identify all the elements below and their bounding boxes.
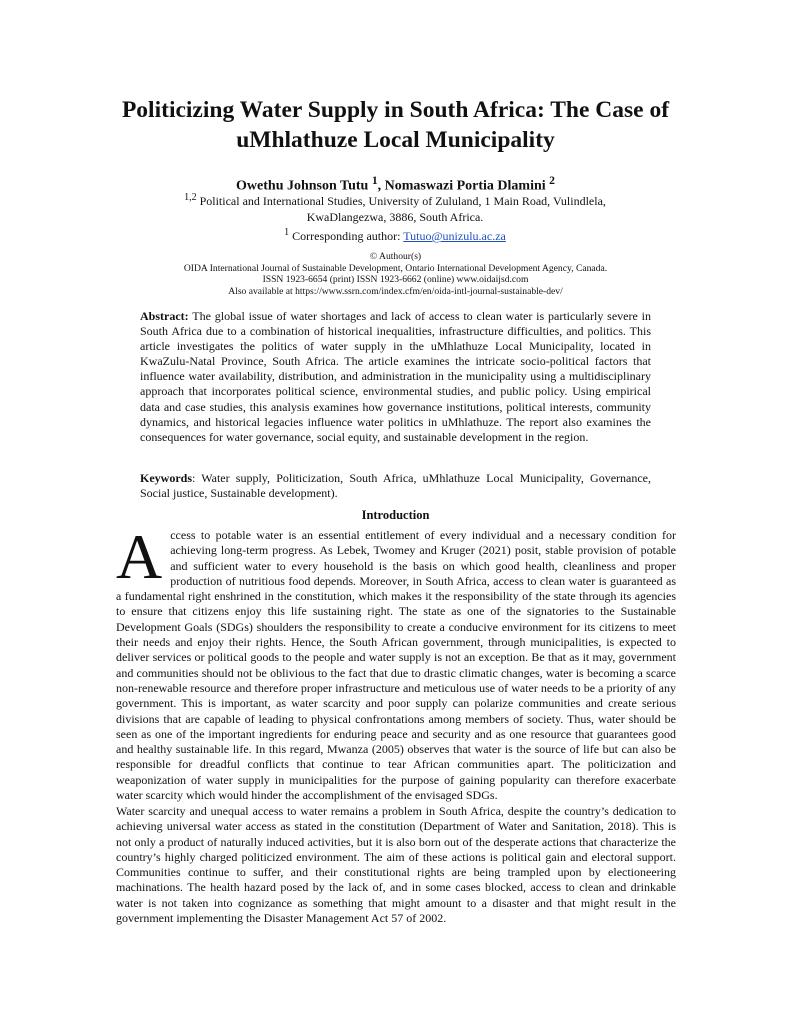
corresponding-label: Corresponding author: — [292, 229, 401, 243]
drop-cap: A — [116, 521, 163, 592]
author-1-affiliation-mark: 1 — [371, 174, 378, 187]
keywords — [140, 471, 651, 501]
author-1-name: Owethu Johnson Tutu — [236, 178, 369, 194]
author-separator: , — [377, 178, 385, 194]
author-2-affiliation-mark: 2 — [549, 174, 555, 187]
copyright-line: © Authour(s) — [369, 251, 422, 262]
introduction-heading: Introduction — [361, 508, 430, 522]
abstract-text: The global issue of water shortages and lack of access to clean water is particularly severe in South Africa due to a combination of historical inequalities, infrastructure difficulties, and politics. This article investigates the politics of water supply in the uMhlathuze Local Municipality, located in KwaZulu-Natal Province, South Africa. The article examines the intricate socio-political factors that influence water availability, distribution, and administration in the municipality using a multidisciplinary approach that incorporates political science, environmental studies, and public policy. Using empirical data and case studies, this analysis examines how governance institutions, political interests, community dynamics, and historical legacies influence water politics in uMhlathuze. The report also examines the consequences for water governance, social equity, and sustainable development in the region. — [140, 309, 651, 444]
affiliation-line — [150, 190, 640, 225]
corresponding-email-link[interactable]: Tutuo@unizulu.ac.za — [403, 229, 506, 243]
journal-info — [110, 251, 681, 297]
journal-name-line: OIDA International Journal of Sustainable Development, Ontario International Development Agency, Canada. — [183, 262, 608, 274]
abstract-label: Abstract: — [140, 309, 189, 323]
affiliation-text: Political and International Studies, University of Zululand, 1 Main Road, Vulindlela, KwaDlangezwa, 3886, South Africa. — [199, 194, 606, 224]
availability-line: Also available at https://www.ssrn.com/index.cfm/en/oida-intl-journal-sustainable-dev/ — [228, 285, 563, 297]
paragraph-1-text: ccess to potable water is an essential entitlement of every individual and a necessary condition for achieving long-term progress. As Lebek, Twomey and Kruger (2021) posit, stable provision of potable and sufficient water to every household is the basis on which good health, cleanliness and proper production of nutritious food depends. Moreover, in South Africa, access to clean water is guaranteed as a fundamental right enshrined in the constitution, which makes it the responsibility of the state through its agencies to ensure that citizens enjoy this life sustaining right. The state as one of the signatories to the Sustainable Development Goals (SDGs) shoulders the responsibility to create a conducive environment for its citizens to meet their needs and enjoy their rights. Hence, the South African government, through municipalities, is expected to deliver services or political goods to the people and water supply is not an exception. Be that as it may, government and communities should not be oblivious to the fact that due to drastic climatic changes, water is becoming a scarce non-renewable resource and therefore proper infrastructure and meticulous use of water needs to be a priority of any government. This is important, as water scarcity and poor supply can polarize communities and create serious divisions that are capable of leading to physical confrontations among members of society. Thus, water should be seen as one of the important ingredients for enduring peace and security and as one resource that guarantees good and healthy sustainable life. In this regard, Mwanza (2005) observes that water is the source of life but can also be responsible for dreadful conflicts that continue to tear African communities apart. The politicization and weaponization of water supply in municipalities for the purpose of gaining popularity can therefore exacerbate water scarcity which would hinder the accomplishment of the envisaged SDGs. — [116, 528, 676, 803]
introduction-paragraph-1 — [116, 521, 676, 803]
keywords-text: : Water supply, Politicization, South Africa, uMhlathuze Local Municipality, Governance, Social justice, Sustainable development). — [140, 471, 651, 501]
affiliation-mark: 1,2 — [184, 192, 197, 203]
keywords-label: Keywords — [140, 471, 192, 485]
corresponding-mark: 1 — [284, 227, 290, 238]
author-2-name: Nomaswazi Portia Dlamini — [384, 178, 546, 194]
issn-line: ISSN 1923-6654 (print) ISSN 1923-6662 (online) www.oidaijsd.com — [262, 274, 529, 285]
paper-title: Politicizing Water Supply in South Africa: The Case of uMhlathuze Local Municipality — [121, 97, 670, 153]
corresponding-author-line — [150, 225, 640, 245]
abstract — [140, 309, 651, 445]
introduction-paragraph-2: Water scarcity and unequal access to water remains a problem in South Africa, despite the country’s dedication to achieving universal water access as stated in the constitution (Department of Water and Sanitation, 2018). This is not only a product of naturally induced activities, but it is also born out of the desperate actions that characterize the country’s highly charged politicized environment. The aim of these actions is political gain and electoral support. Communities continue to suffer, and their constitutional rights are being trampled upon by electioneering machinations. The health hazard posed by the lack of, and in some cases blocked, access to clean and drinkable water is not taken into cognizance as something that might amount to a disaster and that might result in the government implementing the Disaster Management Act 57 of 2002. — [116, 804, 676, 926]
affiliation-block — [150, 190, 640, 245]
